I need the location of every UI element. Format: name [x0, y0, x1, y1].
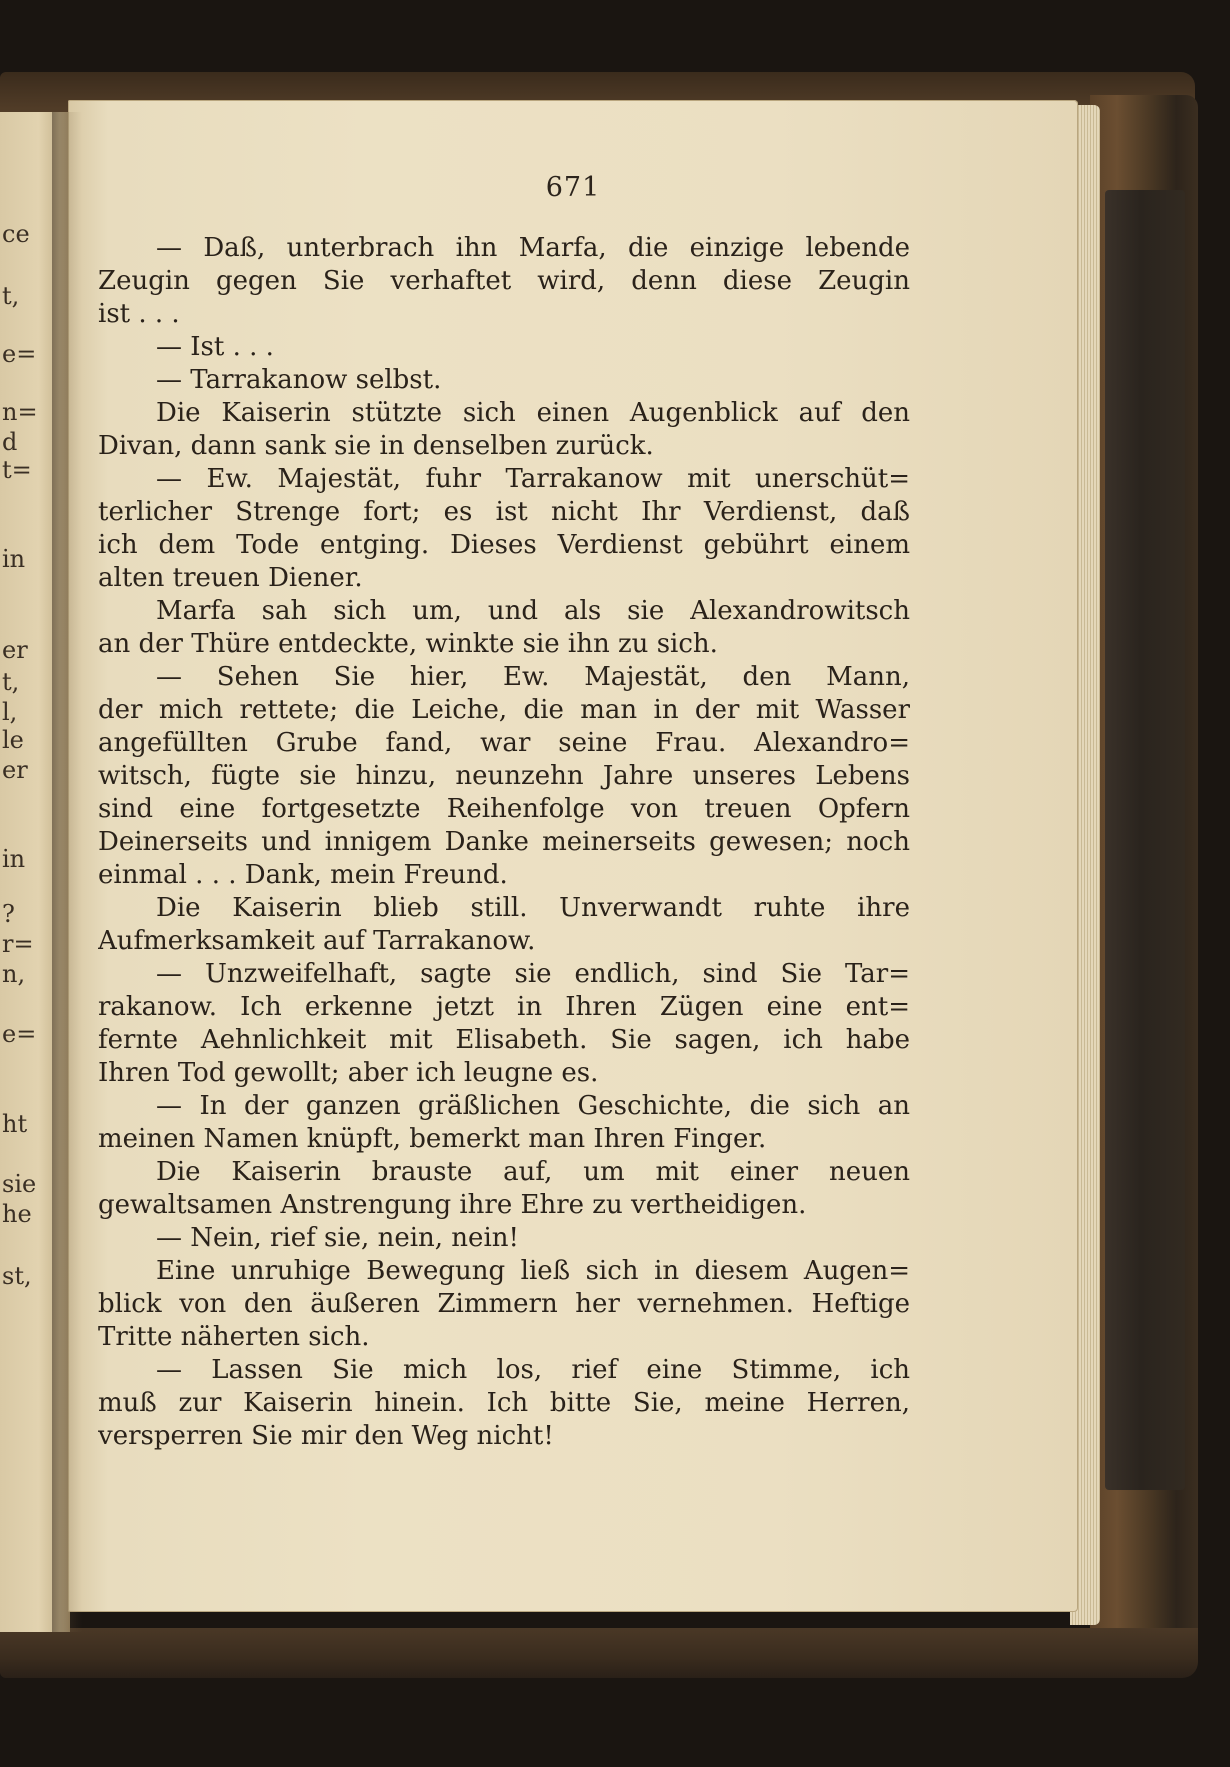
text-line: an der Thüre entdeckte, winkte sie ihn zu sich.: [98, 629, 718, 659]
text-line: — Ew. Majestät, fuhr Tarrakanow mit unerschüt=: [156, 464, 910, 494]
text-line: ist . . .: [98, 299, 180, 329]
text-line: Marfa sah sich um, und als sie Alexandrowitsch: [156, 596, 910, 626]
left-page-fragment: t,: [2, 282, 20, 310]
text-line: — Tarrakanow selbst.: [156, 365, 442, 395]
text-line: Divan, dann sank sie in denselben zurück.: [98, 431, 654, 461]
left-page-fragment: er: [2, 756, 28, 784]
left-page-fragment: l,: [2, 698, 18, 726]
book-gutter: [52, 112, 82, 1632]
text-line: meinen Namen knüpft, bemerkt man Ihren Finger.: [98, 1124, 767, 1154]
text-line: — Unzweifelhaft, sagte sie endlich, sind Sie Tar=: [156, 959, 910, 989]
left-page-fragment: e=: [2, 340, 37, 368]
left-page-fragment: r=: [2, 930, 34, 958]
book-cover-board: [1105, 190, 1185, 1490]
body-text: [98, 232, 910, 1453]
left-page-fragment: t=: [2, 456, 32, 484]
text-line: Tritte näherten sich.: [98, 1322, 370, 1352]
text-line: — Lassen Sie mich los, rief eine Stimme, ich: [156, 1355, 910, 1385]
left-page-fragment: le: [2, 726, 24, 754]
left-page-fragment: st,: [2, 1262, 32, 1290]
text-line: — Nein, rief sie, nein, nein!: [156, 1223, 519, 1253]
left-page-fragment: in: [2, 545, 26, 573]
text-line: terlicher Strenge fort; es ist nicht Ihr Verdienst, daß: [98, 497, 910, 527]
text-line: angefüllten Grube fand, war seine Frau. Alexandro=: [98, 728, 910, 758]
text-line: witsch, fügte sie hinzu, neunzehn Jahre unseres Lebens: [98, 761, 910, 791]
text-line: muß zur Kaiserin hinein. Ich bitte Sie, meine Herren,: [98, 1388, 910, 1418]
text-line: blick von den äußeren Zimmern her vernehmen. Heftige: [98, 1289, 910, 1319]
left-page-fragment: t,: [2, 668, 20, 696]
text-line: — Sehen Sie hier, Ew. Majestät, den Mann,: [156, 662, 910, 692]
page-number: 671: [545, 172, 601, 203]
text-line: sind eine fortgesetzte Reihenfolge von treuen Opfern: [98, 794, 910, 824]
text-line: versperren Sie mir den Weg nicht!: [98, 1421, 554, 1451]
text-line: Zeugin gegen Sie verhaftet wird, denn diese Zeugin: [98, 266, 910, 296]
left-page-fragment: in: [2, 845, 26, 873]
left-page-fragment: n=: [2, 398, 38, 426]
text-line: rakanow. Ich erkenne jetzt in Ihren Zügen eine ent=: [98, 992, 910, 1022]
text-line: Eine unruhige Bewegung ließ sich in diesem Augen=: [156, 1256, 910, 1286]
text-line: fernte Aehnlichkeit mit Elisabeth. Sie sagen, ich habe: [98, 1025, 910, 1055]
left-page-fragment: he: [2, 1200, 32, 1228]
book-cover-bottom: [0, 1628, 1198, 1678]
text-line: ich dem Tode entging. Dieses Verdienst gebührt einem: [98, 530, 910, 560]
text-line: Die Kaiserin brauste auf, um mit einer neuen: [156, 1157, 910, 1187]
left-page-fragment: ce: [2, 220, 30, 248]
text-line: einmal . . . Dank, mein Freund.: [98, 860, 508, 890]
left-page-fragment: sie: [2, 1170, 37, 1198]
text-line: der mich rettete; die Leiche, die man in der mit Wasser: [98, 695, 910, 725]
text-line: Ihren Tod gewollt; aber ich leugne es.: [98, 1058, 599, 1088]
left-page-fragment: ht: [2, 1110, 28, 1138]
left-page-fragment: d: [2, 428, 18, 456]
left-page-fragment: n,: [2, 960, 26, 988]
text-line: Die Kaiserin stützte sich einen Augenblick auf den: [156, 398, 910, 428]
left-page-fragment: er: [2, 636, 28, 664]
right-page: [68, 100, 1078, 1612]
text-line: — Daß, unterbrach ihn Marfa, die einzige lebende: [156, 233, 910, 263]
text-line: — Ist . . .: [156, 332, 274, 362]
left-page-fragment: ?: [2, 900, 15, 928]
text-line: — In der ganzen gräßlichen Geschichte, die sich an: [156, 1091, 910, 1121]
text-line: Aufmerksamkeit auf Tarrakanow.: [98, 926, 536, 956]
text-line: Die Kaiserin blieb still. Unverwandt ruhte ihre: [156, 893, 910, 923]
text-line: Deinerseits und innigem Danke meinerseits gewesen; noch: [98, 827, 910, 857]
text-line: alten treuen Diener.: [98, 563, 363, 593]
left-page-fragment: e=: [2, 1020, 37, 1048]
text-line: gewaltsamen Anstrengung ihre Ehre zu vertheidigen.: [98, 1190, 807, 1220]
